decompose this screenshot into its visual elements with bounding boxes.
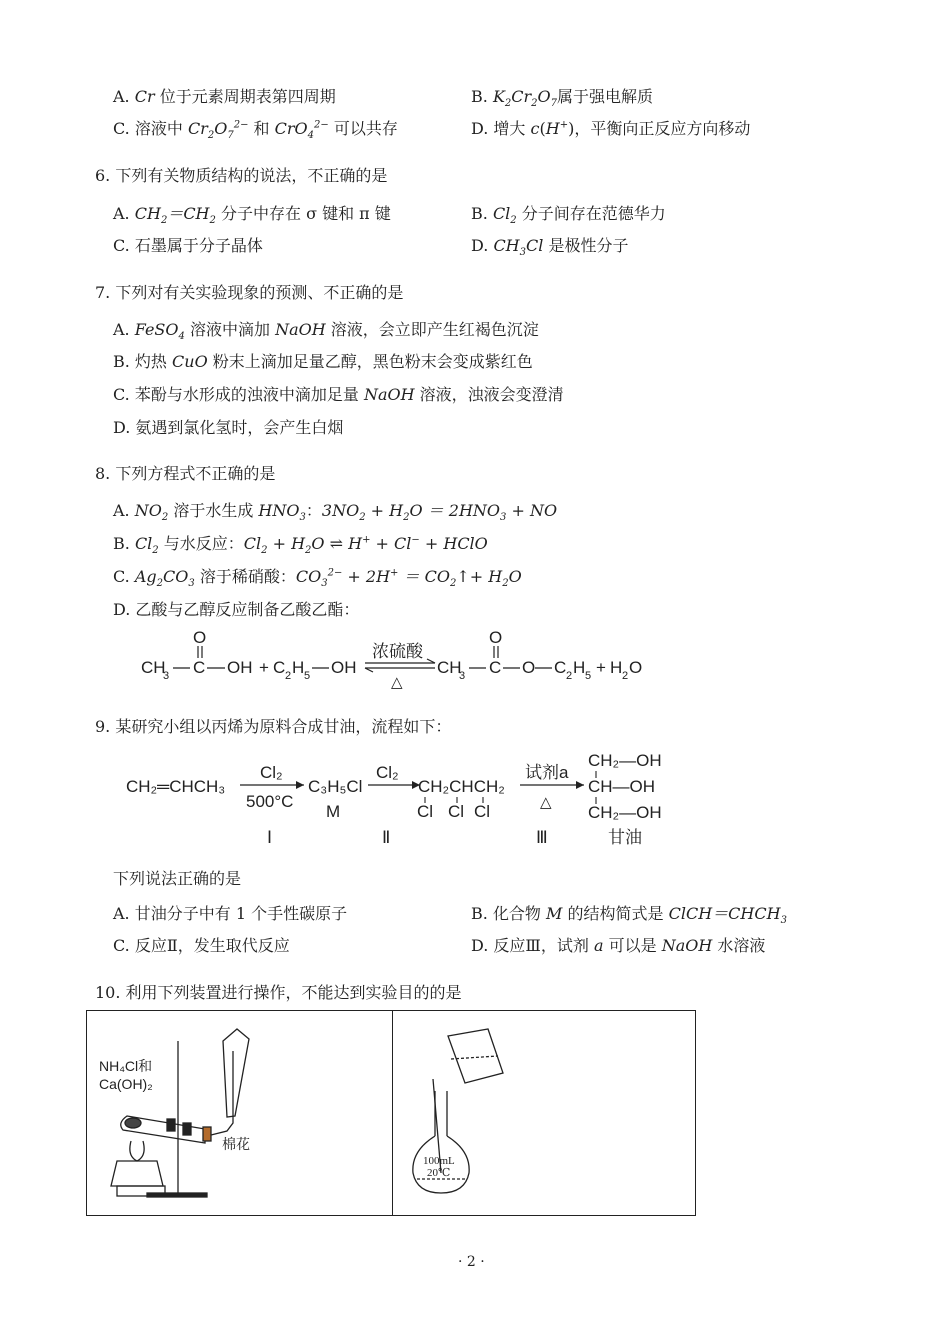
svg-text:O: O bbox=[629, 658, 643, 677]
q6-option-d: D. $CH_3Cl$ 是极性分子 bbox=[471, 236, 629, 259]
svg-text:O: O bbox=[522, 658, 536, 677]
svg-text:C: C bbox=[489, 658, 502, 677]
apparatus-cell-2 bbox=[393, 1011, 696, 1216]
q5-option-b: B. $K_2Cr_2O_7$属于强电解质 bbox=[471, 87, 654, 110]
q7-option-b: B. 灼热 CuO 粉末上滴加足量乙醇，黑色粉末会变成紫红色 bbox=[113, 352, 533, 371]
glycerol-synthesis-flow bbox=[120, 745, 680, 855]
svg-text:OH: OH bbox=[227, 658, 253, 677]
q7-stem: 7. 下列对有关实验现象的预测、不正确的是 bbox=[95, 283, 404, 302]
svg-text:CH—OH: CH—OH bbox=[588, 777, 656, 796]
svg-text:Cl: Cl bbox=[417, 802, 434, 821]
ammonia-preparation-apparatus bbox=[87, 1011, 392, 1211]
svg-text:2: 2 bbox=[285, 670, 292, 682]
q9-option-c: C. 反应Ⅱ，发生取代反应 bbox=[113, 936, 290, 955]
svg-text:+: + bbox=[259, 658, 269, 677]
svg-text:2: 2 bbox=[622, 670, 629, 682]
q7-option-c: C. 苯酚与水形成的浊液中滴加足量 NaOH 溶液，浊液会变澄清 bbox=[113, 385, 564, 404]
q8-option-b: B. $Cl_2$ 与水反应：$Cl_2 + H_2O$ ⇌ H+ + Cl− + HClO bbox=[113, 534, 488, 557]
svg-text:20℃: 20℃ bbox=[427, 1167, 451, 1179]
svg-text:+: + bbox=[596, 658, 606, 677]
q5-option-d: D. 增大 c(H+)，平衡向正反应方向移动 bbox=[471, 119, 751, 138]
svg-text:Ⅲ: Ⅲ bbox=[536, 828, 548, 847]
q6-option-c: C. 石墨属于分子晶体 bbox=[113, 236, 263, 255]
svg-text:CH: CH bbox=[437, 658, 462, 677]
svg-text:Cl: Cl bbox=[448, 802, 465, 821]
svg-text:C: C bbox=[554, 658, 567, 677]
q9-stem: 9. 某研究小组以丙烯为原料合成甘油，流程如下： bbox=[95, 717, 452, 736]
svg-text:Ⅱ: Ⅱ bbox=[382, 828, 391, 847]
svg-text:NH₄Cl和: NH₄Cl和 bbox=[99, 1058, 153, 1074]
esterification-equation bbox=[135, 625, 655, 693]
q6-option-a: A. $CH_2=CH_2$ 分子中存在 σ 键和 π 键 bbox=[113, 204, 391, 227]
volumetric-flask-apparatus bbox=[393, 1011, 695, 1211]
svg-text:O: O bbox=[193, 628, 207, 647]
svg-text:甘油: 甘油 bbox=[608, 828, 642, 847]
svg-text:5: 5 bbox=[585, 670, 592, 682]
svg-text:H: H bbox=[610, 658, 623, 677]
page-number: · 2 · bbox=[458, 1254, 485, 1270]
svg-text:C: C bbox=[193, 658, 206, 677]
svg-text:△: △ bbox=[391, 674, 403, 691]
svg-text:Ⅰ: Ⅰ bbox=[267, 828, 273, 847]
svg-text:CH: CH bbox=[141, 658, 166, 677]
svg-text:M: M bbox=[326, 802, 341, 821]
q8-option-d: D. 乙酸与乙醇反应制备乙酸乙酯： bbox=[113, 600, 360, 619]
svg-text:100mL: 100mL bbox=[423, 1155, 455, 1167]
svg-text:CH₂—OH: CH₂—OH bbox=[588, 803, 662, 822]
q7-option-d: D. 氨遇到氯化氢时，会产生白烟 bbox=[113, 418, 344, 437]
svg-text:Cl: Cl bbox=[474, 802, 491, 821]
q5-option-c: C. 溶液中 $Cr_2O_7^{2-}$ 和 CrO$_4^{2-}$ 可以共存 bbox=[113, 119, 398, 142]
svg-text:H: H bbox=[292, 658, 305, 677]
svg-text:3: 3 bbox=[163, 670, 170, 682]
svg-text:试剂a: 试剂a bbox=[525, 763, 569, 782]
q7-option-a: A. FeSO$_4$ 溶液中滴加 NaOH 溶液，会立即产生红褐色沉淀 bbox=[113, 320, 539, 343]
svg-text:棉花: 棉花 bbox=[222, 1136, 250, 1152]
svg-text:H: H bbox=[573, 658, 586, 677]
apparatus-cell-1 bbox=[87, 1011, 393, 1216]
q9-option-b: B. 化合物 M 的结构简式是 $ClCH=CHCH_3$ bbox=[471, 904, 787, 927]
svg-text:CH₂CHCH₂: CH₂CHCH₂ bbox=[418, 777, 505, 796]
svg-text:CH₂═CHCH₃: CH₂═CHCH₃ bbox=[126, 777, 226, 796]
svg-text:3: 3 bbox=[459, 670, 466, 682]
svg-text:500°C: 500°C bbox=[246, 792, 294, 811]
q5-option-a: A. Cr 位于元素周期表第四周期 bbox=[113, 87, 336, 106]
svg-text:C: C bbox=[273, 658, 286, 677]
svg-text:CH₂—OH: CH₂—OH bbox=[588, 751, 662, 770]
q6-stem: 6. 下列有关物质结构的说法，不正确的是 bbox=[95, 166, 388, 185]
q8-stem: 8. 下列方程式不正确的是 bbox=[95, 464, 276, 483]
svg-text:Ca(OH)₂: Ca(OH)₂ bbox=[99, 1076, 153, 1092]
q6-option-b: B. $Cl_2$ 分子间存在范德华力 bbox=[471, 204, 666, 227]
q9-question: 下列说法正确的是 bbox=[113, 869, 242, 888]
q10-stem: 10. 利用下列装置进行操作，不能达到实验目的的是 bbox=[95, 983, 462, 1002]
svg-text:O: O bbox=[489, 628, 503, 647]
svg-text:5: 5 bbox=[304, 670, 311, 682]
svg-text:Cl₂: Cl₂ bbox=[376, 763, 399, 782]
q8-option-c: C. $Ag_2CO_3$ 溶于稀硝酸：$CO_3^{2-} + 2H^+$ ＝ $CO_2↑+ H_2O$ bbox=[113, 567, 522, 590]
apparatus-table bbox=[86, 1010, 696, 1216]
svg-text:浓硫酸: 浓硫酸 bbox=[372, 642, 423, 661]
svg-text:C₃H₅Cl: C₃H₅Cl bbox=[308, 777, 363, 796]
q8-option-a: A. $NO_2$ 溶于水生成 $HNO_3$：$3NO_2 + H_2O = 2HNO_3$ + NO bbox=[113, 501, 558, 524]
svg-text:Cl₂: Cl₂ bbox=[260, 763, 283, 782]
q9-option-d: D. 反应Ⅲ，试剂 a 可以是 NaOH 水溶液 bbox=[471, 936, 766, 955]
q9-option-a: A. 甘油分子中有 1 个手性碳原子 bbox=[113, 904, 348, 923]
svg-text:△: △ bbox=[540, 794, 552, 811]
svg-text:2: 2 bbox=[566, 670, 573, 682]
svg-text:OH: OH bbox=[331, 658, 357, 677]
